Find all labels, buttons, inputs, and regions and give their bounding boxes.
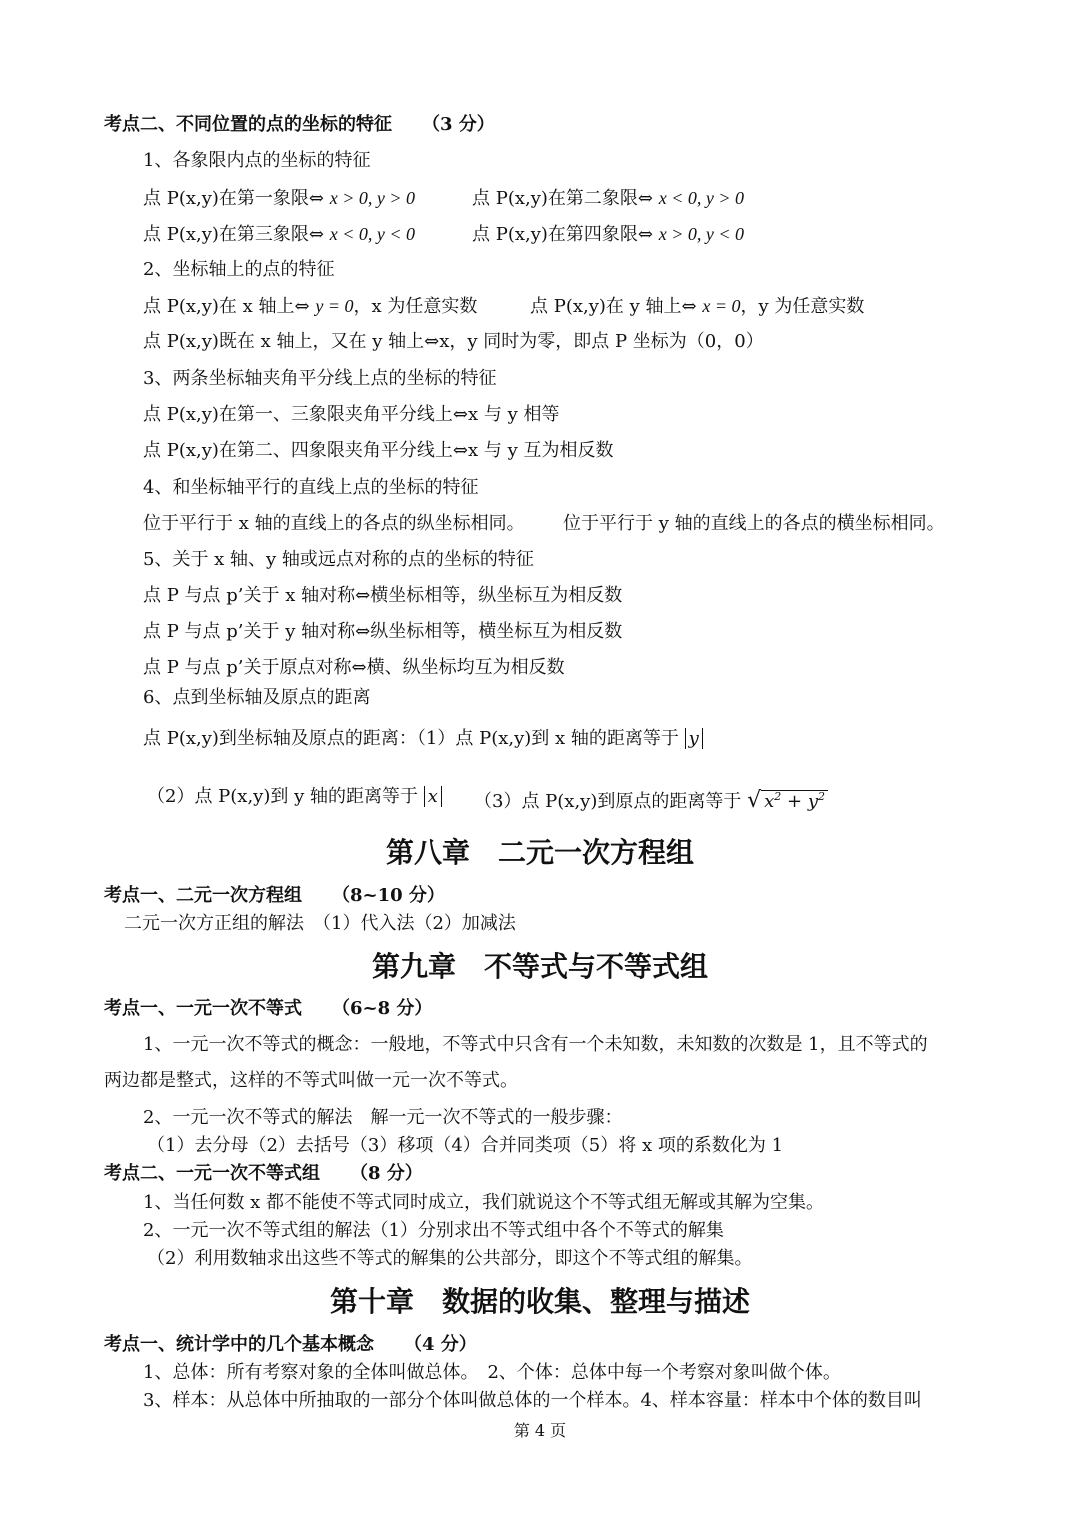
chapter-9-p1b: 两边都是整式，这样的不等式叫做一元一次不等式。 — [104, 1070, 518, 1091]
quadrant-2-text: 点 P(x,y)在第二象限⇔ — [472, 188, 654, 209]
quadrant-1-line — [143, 187, 415, 210]
chapter-10-l1: 1、总体：所有考察对象的全体叫做总体。 2、个体：总体中每一个考察对象叫做个体。 — [143, 1362, 841, 1383]
sqrt-y-exp: 2 — [818, 790, 825, 803]
subsection-6: 6、点到坐标轴及原点的距离 — [143, 687, 371, 708]
quadrant-2-line — [472, 187, 744, 210]
chapter-10-k1 — [104, 1334, 477, 1356]
chapter-9-k1 — [104, 998, 432, 1020]
x-axis-text: 点 P(x,y)在 x 轴上⇔ — [143, 296, 310, 317]
sqrt-y: y — [807, 791, 818, 812]
quadrant-1-text: 点 P(x,y)在第一象限⇔ — [143, 188, 325, 209]
y-axis-text: 点 P(x,y)在 y 轴上⇔ — [530, 296, 697, 317]
subsection-2: 2、坐标轴上的点的特征 — [143, 259, 335, 280]
radical-sign-icon: √ — [747, 788, 762, 813]
distance-line-3 — [474, 786, 828, 813]
heading-score: （3 分） — [422, 114, 495, 135]
quadrant-4-line — [472, 223, 744, 246]
k1-score: （6~8 分） — [332, 998, 433, 1019]
subsection-5: 5、关于 x 轴、y 轴或远点对称的点的坐标的特征 — [143, 549, 534, 570]
distance-1-text: 点 P(x,y)到坐标轴及原点的距离：（1）点 P(x,y)到 x 轴的距离等于 — [143, 728, 679, 749]
k1-text: 考点一、统计学中的几个基本概念 — [104, 1334, 374, 1355]
y-axis-line — [530, 295, 864, 318]
chapter-8-title: 第八章 二元一次方程组 — [385, 836, 694, 869]
quadrant-4-math: x > 0, y < 0 — [658, 224, 745, 244]
symmetry-origin: 点 P 与点 p’关于原点对称⇔横、纵坐标均互为相反数 — [143, 657, 565, 678]
sqrt-x-exp: 2 — [774, 790, 782, 803]
chapter-9-k2 — [104, 1163, 423, 1185]
quadrant-3-text: 点 P(x,y)在第三象限⇔ — [143, 224, 325, 245]
k1-score: （4 分） — [404, 1334, 477, 1355]
symmetry-x: 点 P 与点 p’关于 x 轴对称⇔横坐标相等，纵坐标互为相反数 — [143, 585, 623, 606]
distance-3-text: （3）点 P(x,y)到原点的距离等于 — [474, 791, 742, 812]
chapter-9-steps: （1）去分母（2）去括号（3）移项（4）合并同类项（5）将 x 项的系数化为 1 — [147, 1135, 784, 1156]
subsection-4: 4、和坐标轴平行的直线上点的坐标的特征 — [143, 477, 479, 498]
chapter-9-q3: （2）利用数轴求出这些不等式的解集的公共部分，即这个不等式组的解集。 — [147, 1248, 753, 1269]
distance-line-2 — [147, 786, 442, 808]
sqrt-x: x — [764, 791, 775, 812]
k2-score: （8 分） — [350, 1163, 423, 1184]
y-axis-math: x = 0 — [702, 296, 741, 316]
chapter-8-method: 二元一次方正组的解法 （1）代入法（2）加减法 — [124, 913, 516, 934]
chapter-9-p2: 2、一元一次不等式的解法 解一元一次不等式的一般步骤： — [143, 1107, 623, 1128]
quadrant-2-math: x < 0, y > 0 — [658, 188, 745, 208]
x-axis-math: y = 0 — [315, 296, 354, 316]
sqrt-plus: + — [781, 791, 808, 812]
k1-text: 考点一、一元一次不等式 — [104, 998, 302, 1019]
k1-score: （8~10 分） — [332, 885, 445, 906]
parallel-y: 位于平行于 y 轴的直线上的各点的横坐标相同。 — [563, 513, 945, 534]
chapter-9-p1a: 1、一元一次不等式的概念：一般地，不等式中只含有一个未知数，未知数的次数是 1，且不等式的 — [143, 1034, 928, 1055]
quadrant-3-math: x < 0, y < 0 — [329, 224, 416, 244]
subsection-1: 1、各象限内点的坐标的特征 — [143, 150, 371, 171]
abs-x: x — [424, 786, 442, 807]
x-axis-line — [143, 295, 477, 318]
distance-2-text: （2）点 P(x,y)到 y 轴的距离等于 — [147, 786, 418, 807]
chapter-8-k1 — [104, 885, 445, 907]
abs-y: y — [685, 728, 703, 749]
chapter-10-title: 第十章 数据的收集、整理与描述 — [329, 1285, 750, 1318]
parallel-x: 位于平行于 x 轴的直线上的各点的纵坐标相同。 — [143, 513, 525, 534]
heading-text: 考点二、不同位置的点的坐标的特征 — [104, 114, 392, 135]
y-axis-tail: ，y 为任意实数 — [740, 296, 865, 317]
quadrant-3-line — [143, 223, 415, 246]
quadrant-4-text: 点 P(x,y)在第四象限⇔ — [472, 224, 654, 245]
subsection-3: 3、两条坐标轴夹角平分线上点的坐标的特征 — [143, 368, 497, 389]
chapter-9-q1: 1、当任何数 x 都不能使不等式同时成立，我们就说这个不等式组无解或其解为空集。 — [143, 1192, 825, 1213]
chapter-10-l2: 3、样本：从总体中所抽取的一部分个体叫做总体的一个样本。4、样本容量：样本中个体的数目叫 — [143, 1390, 922, 1411]
k1-text: 考点一、二元一次方程组 — [104, 885, 302, 906]
chapter-9-q2: 2、一元一次不等式组的解法（1）分别求出不等式组中各个不等式的解集 — [143, 1220, 724, 1241]
k2-text: 考点二、一元一次不等式组 — [104, 1163, 320, 1184]
bisector-2: 点 P(x,y)在第二、四象限夹角平分线上⇔x 与 y 互为相反数 — [143, 440, 614, 461]
origin-line: 点 P(x,y)既在 x 轴上，又在 y 轴上⇔x，y 同时为零，即点 P 坐标为（0，0） — [143, 331, 764, 352]
quadrant-1-math: x > 0, y > 0 — [329, 188, 416, 208]
sqrt-formula — [747, 786, 828, 813]
symmetry-y: 点 P 与点 p’关于 y 轴对称⇔纵坐标相等，横坐标互为相反数 — [143, 621, 623, 642]
page-number: 第 4 页 — [513, 1421, 567, 1440]
chapter-9-title: 第九章 不等式与不等式组 — [371, 950, 708, 983]
section-heading — [104, 114, 495, 136]
bisector-1: 点 P(x,y)在第一、三象限夹角平分线上⇔x 与 y 相等 — [143, 404, 560, 425]
x-axis-tail: ，x 为任意实数 — [353, 296, 478, 317]
distance-line-1 — [143, 728, 703, 750]
